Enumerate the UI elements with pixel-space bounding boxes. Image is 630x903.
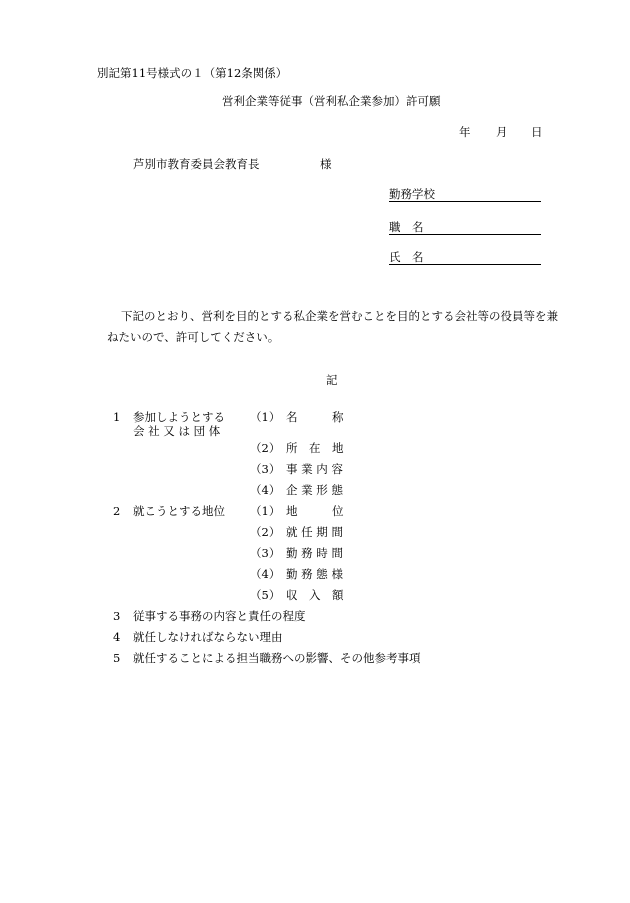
page-title: 営利企業等従事（営利私企業参加）許可願 <box>222 94 441 108</box>
item1-heading-line2: 会 社 又 は 団 体 <box>133 424 221 438</box>
ki-heading: 記 <box>326 373 338 387</box>
item2-sub4-label: 勤 務 態 様 <box>286 567 343 581</box>
item2-sub2-number: （2） <box>250 525 281 539</box>
item2-sub1-number: （1） <box>250 504 281 518</box>
item2-sub1-label: 地 位 <box>286 504 344 518</box>
position-field[interactable] <box>389 220 541 235</box>
item1-heading-line1: 参加しようとする <box>133 410 225 424</box>
addressee-name: 芦別市教育委員会教育長 <box>133 157 260 171</box>
item2-sub4-number: （4） <box>250 567 281 581</box>
item3-text: 従事する事務の内容と責任の程度 <box>133 609 306 623</box>
item1-sub4-label: 企 業 形 態 <box>286 483 343 497</box>
addressee-honorific: 様 <box>320 157 332 171</box>
item3-number: 3 <box>113 609 121 623</box>
item4-number: 4 <box>113 630 121 644</box>
name-field[interactable] <box>389 250 541 265</box>
item2-sub5-label: 収 入 額 <box>286 588 344 602</box>
body-text-line2: ねたいので、許可してください。 <box>107 330 280 344</box>
item5-number: 5 <box>113 651 121 665</box>
body-text-line1: 下記のとおり、営利を目的とする私企業を営むことを目的とする会社等の役員等を兼 <box>121 309 558 323</box>
item1-sub2-number: （2） <box>250 441 281 455</box>
item1-sub2-label: 所 在 地 <box>286 441 344 455</box>
item5-text: 就任することによる担当職務への影響、その他参考事項 <box>133 651 421 665</box>
item2-sub3-label: 勤 務 時 間 <box>286 546 343 560</box>
item4-text: 就任しなければならない理由 <box>133 630 283 644</box>
date-year: 年 <box>459 125 471 139</box>
item1-sub3-label: 事 業 内 容 <box>286 462 343 476</box>
school-label: 勤務学校 <box>389 187 435 201</box>
form-label: 別記第11号様式の１（第12条関係） <box>97 66 288 80</box>
name-label: 氏 名 <box>389 250 424 264</box>
position-label: 職 名 <box>389 220 424 234</box>
item1-sub1-number: （1） <box>250 410 281 424</box>
item1-sub3-number: （3） <box>250 462 281 476</box>
item2-sub2-label: 就 任 期 間 <box>286 525 343 539</box>
item1-sub1-label: 名 称 <box>286 410 344 424</box>
item2-sub5-number: （5） <box>250 588 281 602</box>
item2-number: 2 <box>113 504 121 518</box>
item1-sub4-number: （4） <box>250 483 281 497</box>
date-month: 月 <box>496 125 508 139</box>
item1-number: 1 <box>113 410 121 424</box>
date-day: 日 <box>531 125 543 139</box>
item2-sub3-number: （3） <box>250 546 281 560</box>
school-field[interactable] <box>389 187 541 202</box>
item2-heading: 就こうとする地位 <box>133 504 225 518</box>
